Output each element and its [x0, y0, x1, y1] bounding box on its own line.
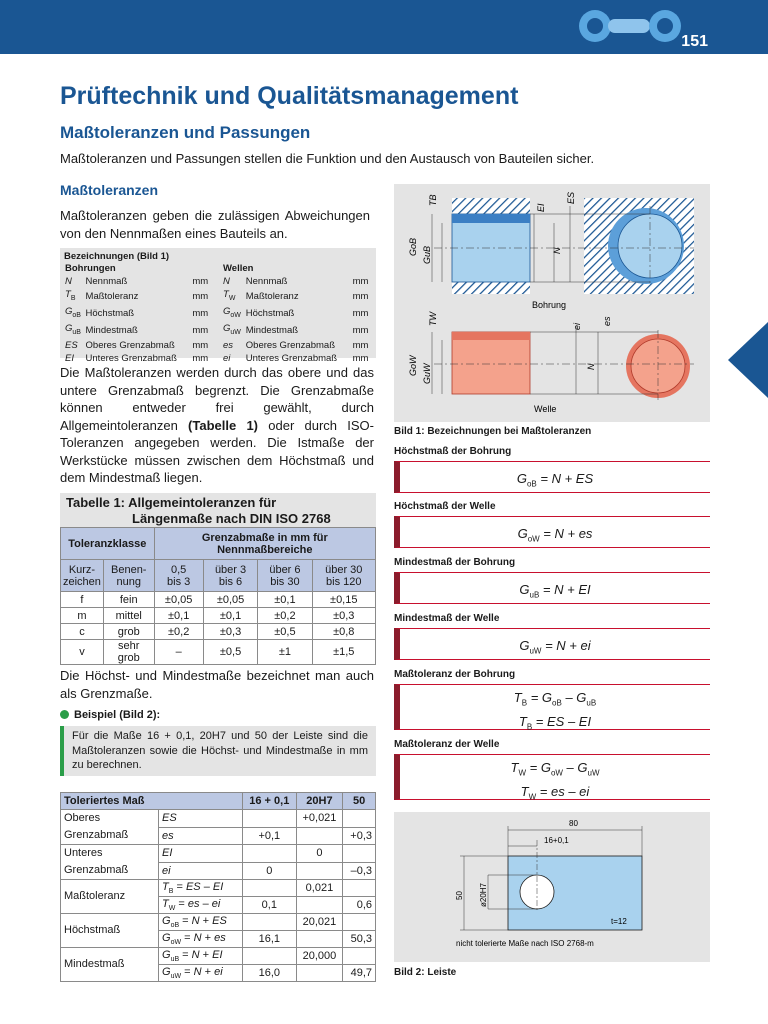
- bore-unit: mm: [192, 339, 209, 351]
- shaft-symbol: $T_W$: [223, 289, 236, 302]
- measure-value: [243, 880, 297, 897]
- table-1-subheader: über 6 bis 30: [258, 560, 312, 592]
- measure-symbol: ei: [159, 862, 243, 880]
- designation-row: [64, 352, 372, 365]
- measure-value: [296, 862, 343, 880]
- thickness-label: t=12: [611, 917, 627, 926]
- label-gob: GoB: [408, 237, 418, 256]
- page-number: 151: [681, 33, 708, 50]
- measure-value: [296, 965, 343, 982]
- measure-symbol: $G_{oW} = N$ + es: [159, 931, 243, 948]
- formula-label: Mindestmaß der Bohrung: [394, 557, 516, 568]
- measure-name: Oberes Grenzabmaß: [61, 810, 159, 845]
- measure-value: [343, 914, 376, 931]
- label-tb: TB: [428, 194, 438, 206]
- measure-value: 0,6: [343, 897, 376, 914]
- bore-unit: mm: [192, 307, 209, 319]
- measure-name: Höchstmaß: [61, 914, 159, 948]
- measure-name: Mindestmaß: [61, 948, 159, 982]
- label-gub: GuB: [422, 245, 432, 264]
- example-box: Für die Maße 16 + 0,1, 20H7 und 50 der Leiste sind die Maßtoleranzen sowie die Höchst- und Mindestmaße in mm zu berechnen.: [60, 726, 376, 776]
- shaft-unit: mm: [352, 339, 369, 351]
- paragraph-3: Die Höchst- und Mindestmaße bezeichnet man auch als Grenzmaße.: [60, 668, 374, 701]
- table-1-header-class: Toleranzklasse: [61, 528, 155, 560]
- measure-value: 49,7: [343, 965, 376, 982]
- measure-value: 20,000: [296, 948, 343, 965]
- measure-value: 20,021: [296, 914, 343, 931]
- measure-symbol: $T_W$ = es – ei: [159, 897, 243, 914]
- bore-symbol: $T_B$: [65, 289, 76, 302]
- paragraph-2-text-a: Die Maßtoleranzen werden durch das obere und das untere Grenzabmaß begrenzt. Die Grenzabmaße können entweder frei gewählt, durch Allgemeintoleranzen: [60, 365, 374, 433]
- table-cell: mittel: [103, 608, 154, 624]
- designations-box: [60, 248, 376, 364]
- formula-box: [394, 461, 710, 493]
- table-cell: c: [61, 624, 104, 640]
- bore-symbol: N: [65, 276, 72, 287]
- label-guw: GuW: [422, 363, 432, 384]
- formula-line: $T_W$ = es – ei: [520, 783, 590, 802]
- bore-symbol: $G_{uB}$: [65, 322, 81, 336]
- designation-row: [64, 305, 372, 322]
- table-cell: ±0,1: [258, 592, 312, 608]
- designations-title: Bezeichnungen (Bild 1): [64, 251, 170, 262]
- bore-label: Oberes Grenzabmaß: [85, 339, 175, 351]
- table-cell: v: [61, 640, 104, 665]
- measure-value: +0,1: [243, 827, 297, 845]
- table-1: [60, 527, 376, 665]
- measure-value: [343, 948, 376, 965]
- table-cell: ±0,3: [312, 608, 375, 624]
- table-cell: ±0,5: [258, 624, 312, 640]
- label-n-bore: N: [552, 247, 562, 254]
- welle-label: Welle: [534, 404, 557, 414]
- table-cell: ±0,8: [312, 624, 375, 640]
- table-2-header: 16 + 0,1: [243, 793, 297, 810]
- formula-line: $T_W = G_{oW} - G_{uW}$: [510, 760, 600, 778]
- shaft-label: Nennmaß: [245, 276, 288, 287]
- table-1-title: [60, 493, 376, 527]
- shaft-symbol: ei: [223, 352, 231, 364]
- shaft-tolerance-band: [452, 332, 530, 340]
- measure-name: Maßtoleranz: [61, 880, 159, 914]
- dim-20h7: ø20H7: [479, 882, 488, 907]
- formula-line: $G_{oB} = N$ + ES: [516, 471, 594, 489]
- bore-symbol: EI: [65, 352, 74, 364]
- formula-line: $G_{oW} = N$ + es: [517, 526, 593, 544]
- shaft-unit: mm: [352, 307, 369, 319]
- formula-label: Höchstmaß der Welle: [394, 501, 496, 512]
- measure-value: [296, 931, 343, 948]
- table-row: [61, 880, 376, 897]
- bore-unit: mm: [192, 324, 209, 336]
- measure-value: 0: [296, 845, 343, 863]
- formula-label: Mindestmaß der Welle: [394, 613, 500, 624]
- measure-value: 16,1: [243, 931, 297, 948]
- shaft-symbol: N: [223, 276, 230, 287]
- paragraph-2-text-c: oder durch ISO-Toleranzen angegeben werden. Die Istmaße der Werkstücke müssen zwischen dem Höchstmaß und dem Mindestmaß liegen.: [60, 417, 374, 485]
- table-1-subheader: über 30 bis 120: [312, 560, 375, 592]
- table-2-header: Toleriertes Maß: [61, 793, 243, 810]
- table-cell: sehr grob: [103, 640, 154, 665]
- bullet-icon: [60, 710, 69, 719]
- table-row: [61, 914, 376, 931]
- measure-symbol: $G_{uB} = N$ + EI: [159, 948, 243, 965]
- table-1-subheader: Kurz- zeichen: [61, 560, 104, 592]
- table-2-header: 20H7: [296, 793, 343, 810]
- formula-label: Höchstmaß der Bohrung: [394, 446, 512, 457]
- table-cell: –: [154, 640, 203, 665]
- measure-symbol: $T_B$ = ES – EI: [159, 880, 243, 897]
- bore-unit: mm: [192, 352, 209, 364]
- bohrungen-heading: Bohrungen: [65, 263, 116, 274]
- table-1-subheader: 0,5 bis 3: [154, 560, 203, 592]
- formula-line: $G_{uW} = N$ + ei: [519, 638, 591, 656]
- shaft-symbol: $G_{oW}$: [223, 305, 241, 319]
- bore-label: Unteres Grenzabmaß: [85, 352, 177, 364]
- shaft-label: Höchstmaß: [245, 307, 295, 319]
- measure-value: [343, 810, 376, 828]
- measure-value: [243, 914, 297, 931]
- page-title: Prüftechnik und Qualitätsmanagement: [60, 82, 519, 110]
- table-cell: fein: [103, 592, 154, 608]
- measure-value: [296, 827, 343, 845]
- formula-box: [394, 572, 710, 604]
- logo-icon: [570, 2, 690, 50]
- table-cell: ±1,5: [312, 640, 375, 665]
- measure-value: [243, 845, 297, 863]
- table-cell: ±1: [258, 640, 312, 665]
- dim-80: 80: [569, 819, 578, 828]
- table-cell: f: [61, 592, 104, 608]
- bore-label: Höchstmaß: [85, 307, 135, 319]
- shaft-symbol: $G_{uW}$: [223, 322, 241, 336]
- figure-2-note: nicht tolerierte Maße nach ISO 2768-m: [456, 939, 594, 948]
- section-heading: Maßtoleranzen: [60, 182, 159, 198]
- measure-value: 0,1: [243, 897, 297, 914]
- measure-value: 50,3: [343, 931, 376, 948]
- measure-value: 16,0: [243, 965, 297, 982]
- table-cell: ±0,5: [203, 640, 258, 665]
- bore-symbol: $G_{oB}$: [65, 305, 81, 319]
- label-gow: GoW: [408, 355, 418, 376]
- measure-value: [343, 845, 376, 863]
- bore-label: Nennmaß: [85, 276, 128, 287]
- shaft-unit: mm: [352, 352, 369, 364]
- example-label-text: Beispiel (Bild 2):: [74, 709, 161, 721]
- shaft-label: Mindestmaß: [245, 324, 299, 336]
- section-subtitle: Maßtoleranzen und Passungen: [60, 123, 311, 142]
- table-row: [61, 608, 376, 624]
- shaft-unit: mm: [352, 276, 369, 287]
- formula-box: [394, 516, 710, 548]
- shaft-unit: mm: [352, 324, 369, 336]
- intro-text: Maßtoleranzen und Passungen stellen die Funktion und den Austausch von Bauteilen sicher.: [60, 151, 595, 166]
- formula-line: $G_{uB} = N$ + EI: [519, 582, 591, 600]
- shaft-symbol: es: [223, 339, 234, 351]
- table-cell: ±0,05: [154, 592, 203, 608]
- measure-symbol: $G_{uW} = N$ + ei: [159, 965, 243, 982]
- table-1-subheader: über 3 bis 6: [203, 560, 258, 592]
- formula-box: [394, 628, 710, 660]
- designation-row: [64, 322, 372, 339]
- shaft-label: Oberes Grenzabmaß: [245, 339, 335, 351]
- table-row: [61, 592, 376, 608]
- measure-value: [296, 897, 343, 914]
- measure-value: –0,3: [343, 862, 376, 880]
- figure-1-caption: Bild 1: Bezeichnungen bei Maßtoleranzen: [394, 426, 592, 437]
- bore-unit: mm: [192, 290, 209, 302]
- designation-row: [64, 288, 372, 305]
- shaft-label: Maßtoleranz: [245, 290, 299, 302]
- table-row: [61, 624, 376, 640]
- table-row: [61, 810, 376, 828]
- measure-value: +0,3: [343, 827, 376, 845]
- label-es-bore: ES: [566, 191, 576, 204]
- measure-value: 0,021: [296, 880, 343, 897]
- bore-label: Maßtoleranz: [85, 290, 139, 302]
- label-es-shaft: es: [602, 316, 612, 326]
- figure-1-diagram: [394, 184, 710, 422]
- formula-line: $T_B = G_{oB} - G_{uB}$: [513, 690, 597, 708]
- table-cell: ±0,2: [154, 624, 203, 640]
- table-1-header-limits: Grenzabmaße in mm für Nennmaßbereiche: [154, 528, 375, 560]
- label-tw: TW: [428, 312, 438, 326]
- table-cell: ±0,3: [203, 624, 258, 640]
- dim-16: 16+0,1: [544, 836, 569, 845]
- measure-symbol: EI: [159, 845, 243, 863]
- bore-label: Mindestmaß: [85, 324, 138, 336]
- label-ei-shaft: ei: [572, 322, 582, 330]
- measure-symbol: $G_{oB} = N$ + ES: [159, 914, 243, 931]
- formula-label: Maßtoleranz der Bohrung: [394, 669, 516, 680]
- section-marker-triangle: [728, 322, 768, 398]
- formula-box: [394, 754, 710, 800]
- bore-symbol: ES: [65, 339, 78, 351]
- bohrung-label: Bohrung: [532, 300, 567, 310]
- table-cell: m: [61, 608, 104, 624]
- dim-50: 50: [455, 891, 464, 900]
- figure-2-caption: Bild 2: Leiste: [394, 967, 457, 978]
- measure-value: [243, 810, 297, 828]
- designation-row: [64, 275, 372, 288]
- bore-unit: mm: [192, 276, 209, 287]
- example-label: [60, 709, 160, 721]
- paragraph-2: [60, 364, 374, 487]
- bore-tolerance-band: [452, 214, 530, 223]
- table-row: [61, 845, 376, 863]
- table-cell: ±0,2: [258, 608, 312, 624]
- label-ei-bore: EI: [536, 203, 546, 212]
- label-n-shaft: N: [586, 363, 596, 370]
- designations-table: [64, 262, 372, 365]
- figure-2-diagram: [394, 812, 710, 962]
- shaft-label: Unteres Grenzabmaß: [245, 352, 338, 364]
- paragraph-1: Maßtoleranzen geben die zulässigen Abweichungen von den Nennmaßen eines Bauteils an.: [60, 208, 370, 241]
- table-1-reference: (Tabelle 1): [188, 417, 259, 433]
- table-cell: grob: [103, 624, 154, 640]
- measure-symbol: ES: [159, 810, 243, 828]
- table-1-title-line-1: Tabelle 1: Allgemeintoleranzen für: [66, 495, 277, 510]
- measure-value: +0,021: [296, 810, 343, 828]
- formula-label: Maßtoleranz der Welle: [394, 739, 500, 750]
- shaft-body: [452, 332, 530, 394]
- wellen-heading: Wellen: [223, 263, 254, 274]
- measure-value: 0: [243, 862, 297, 880]
- table-cell: ±0,1: [154, 608, 203, 624]
- table-cell: ±0,15: [312, 592, 375, 608]
- table-row: [61, 948, 376, 965]
- table-cell: ±0,05: [203, 592, 258, 608]
- designation-row: [64, 339, 372, 352]
- formula-line: $T_B$ = ES – EI: [518, 713, 592, 732]
- measure-name: Unteres Grenzabmaß: [61, 845, 159, 880]
- table-cell: ±0,1: [203, 608, 258, 624]
- table-1-title-line-2: Längenmaße nach DIN ISO 2768: [132, 511, 331, 526]
- measure-symbol: es: [159, 827, 243, 845]
- measure-value: [343, 880, 376, 897]
- table-1-subheader: Benen- nung: [103, 560, 154, 592]
- table-2: [60, 792, 376, 982]
- shaft-unit: mm: [352, 290, 369, 302]
- table-row: [61, 640, 376, 665]
- formula-box: [394, 684, 710, 730]
- table-2-header: 50: [343, 793, 376, 810]
- measure-value: [243, 948, 297, 965]
